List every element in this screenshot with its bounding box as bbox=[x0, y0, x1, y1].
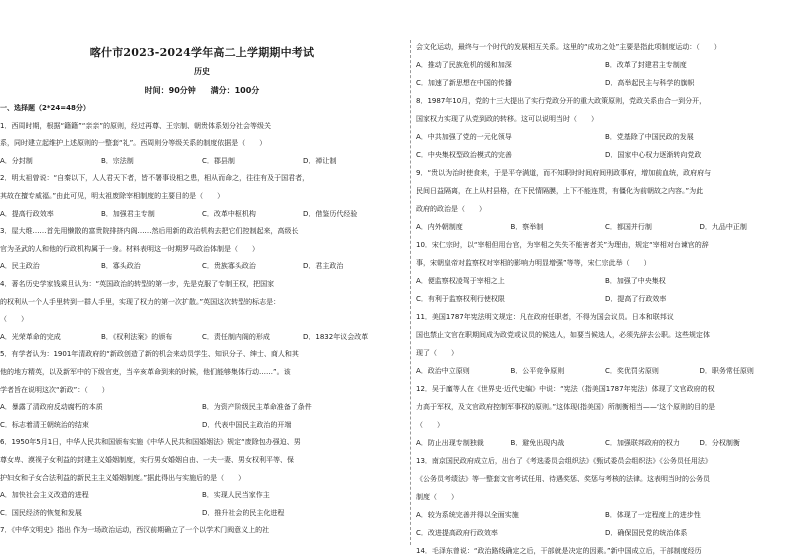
answer-option: B．察举制 bbox=[511, 218, 606, 236]
question-text: 学者旨在说明这次“新政”：（ ） bbox=[0, 381, 404, 399]
answer-option: B．寡头政治 bbox=[101, 257, 202, 275]
answer-option: A．较为系统完善并得以全面实施 bbox=[416, 506, 605, 524]
question-text: 7．《中华文明史》指出 作为一场政治运动，西汉前期确立了一个以学术门阀意义上的社 bbox=[0, 521, 404, 539]
exam-meta bbox=[0, 85, 404, 96]
answer-options bbox=[416, 272, 794, 290]
question-text: 力高于军权，及文官政府控制军事权的原则。”这体现(指美国）所制衡相当——‘这个原则的目的是 bbox=[416, 398, 794, 416]
answer-option: D．提高了行政效率 bbox=[605, 290, 794, 308]
answer-option: B．为资产阶级民主革命准备了条件 bbox=[202, 398, 404, 416]
exam-time: 时间：90分钟 bbox=[145, 86, 196, 95]
question-text: （ ） bbox=[416, 416, 794, 434]
answer-option: D．推升社会的民主化进程 bbox=[202, 504, 404, 522]
answer-options bbox=[416, 290, 794, 308]
answer-option: C．加速了新思想在中国的传播 bbox=[416, 74, 605, 92]
answer-options bbox=[0, 257, 404, 275]
answer-option: B．党基除了中国民政的发展 bbox=[605, 128, 794, 146]
answer-option: D．九品中正制 bbox=[700, 218, 794, 236]
answer-options bbox=[0, 416, 404, 434]
answer-options bbox=[416, 74, 794, 92]
answer-options bbox=[416, 434, 794, 452]
answer-option: D．禅让制 bbox=[303, 152, 404, 170]
answer-option: C．改革中枢机构 bbox=[202, 205, 303, 223]
answer-option: C．中央集权型政治模式的完善 bbox=[416, 146, 605, 164]
column-divider bbox=[410, 40, 411, 545]
answer-options bbox=[0, 152, 404, 170]
question-text: 民间日益隔离，在上从村县格，在下民情隔膜，上下不能连贯，有僵化为前朝故之内容。”为此 bbox=[416, 182, 794, 200]
question-text: 事，宋朝皇帝对监察权对宰相的影响力明显增强”等等，宋仁宗此举（ ） bbox=[416, 254, 794, 272]
answer-option: D．国家中心权力逐渐转向党政 bbox=[605, 146, 794, 164]
answer-option: A．防止出现专制独裁 bbox=[416, 434, 511, 452]
answer-option: C．加强联邦政府的权力 bbox=[605, 434, 700, 452]
question-text: 官为圣武的人和他的行政机构属于一身。材料表明这一时期罗马政治体制是（ ） bbox=[0, 240, 404, 258]
question-text: 12．吴于廑等人在《世界史·近代史编》中说：“宪法（指美国1787年宪法）体现了文官政府的权 bbox=[416, 380, 794, 398]
answer-option: C．国民经济的恢复和发展 bbox=[0, 504, 202, 522]
answer-option: A．政治中立原则 bbox=[416, 362, 511, 380]
answer-option: A．加快社会主义改造的进程 bbox=[0, 486, 202, 504]
question-text: 4．著名历史学家钱乘旦认为：“英国政治的转型的第一步，先是克服了专制王权，把国家 bbox=[0, 275, 404, 293]
answer-option: A．便监察权凌驾于宰相之上 bbox=[416, 272, 605, 290]
question-text: 护妇女和子女合法利益的新民主主义婚姻制度。”据此得出与实施后的是（ ） bbox=[0, 469, 404, 487]
answer-option: A．推动了民族危机的缓和加深 bbox=[416, 56, 605, 74]
answer-options bbox=[416, 128, 794, 146]
answer-option: C．有利于监察权利行使权限 bbox=[416, 290, 605, 308]
answer-option: A．分封制 bbox=[0, 152, 101, 170]
question-text: 2．明太祖曾说：“自秦以下，人人君天下者，皆不署事设相之患，相从而命之，往往有及于国君者， bbox=[0, 169, 404, 187]
answer-option: D．借鉴历代经验 bbox=[303, 205, 404, 223]
answer-options bbox=[0, 205, 404, 223]
question-text: 其故在擅专威福。”由此可见，明太祖废除宰相制度的主要目的是（ ） bbox=[0, 187, 404, 205]
question-text: 6．1950年5月1日，中华人民共和国颁布实施《中华人民共和国婚姻法》规定“废除包办强迫、男 bbox=[0, 433, 404, 451]
answer-options bbox=[416, 146, 794, 164]
answer-options bbox=[0, 328, 404, 346]
question-text: 系，同时建立起维护上述原则的一整套“礼”。西周则分等级关系的制度依据是（ ） bbox=[0, 134, 404, 152]
answer-option: C．奖优罚劣原则 bbox=[605, 362, 700, 380]
page-title: 喀什市2023-2024学年高二上学期期中考试 bbox=[0, 44, 404, 60]
question-text: 制度（ ） bbox=[416, 488, 794, 506]
answer-option: B．避免出现内战 bbox=[511, 434, 606, 452]
section-heading: 一、选择题（2*24=48分） bbox=[0, 99, 404, 117]
question-text: 3．屋大维……首先用懒散的富贵院排挤内阁……然后用新的政治机构去把它们控制起来，高级长 bbox=[0, 222, 404, 240]
answer-option: A．中共加强了党的一元化领导 bbox=[416, 128, 605, 146]
answer-option: A．光荣革命的完成 bbox=[0, 328, 101, 346]
answer-options bbox=[0, 504, 404, 522]
answer-option: C．贵族寡头政治 bbox=[202, 257, 303, 275]
question-text: 10．宋仁宗时，以“宰相但用台官，为宰相之失失不能害者关”为理由，规定“宰相对台谏官的辞 bbox=[416, 236, 794, 254]
question-text: 5．有学者认为：1901年清政府的“新政创造了新的机会来动员学生、知识分子、绅士、商人和其 bbox=[0, 345, 404, 363]
answer-option: D．分权制衡 bbox=[700, 434, 794, 452]
question-text: 8．1987年10月，党的十三大提出了实行党政分开的重大政策原则，党政关系由合一到分开， bbox=[416, 92, 794, 110]
left-column bbox=[0, 0, 404, 550]
answer-option: B．宗法制 bbox=[101, 152, 202, 170]
answer-option: C．标志着清王朝统治的结束 bbox=[0, 416, 202, 434]
question-text: 13．南京国民政府成立后，出台了《考选委员会组织法》《甄试委员会组织法》《公务员任用法》 bbox=[416, 452, 794, 470]
answer-option: C．都国并行制 bbox=[605, 218, 700, 236]
question-text: 他的地方精英，以及新军中的下级官吏，当辛亥革命到来的时候，他们能够集体行动……”。该 bbox=[0, 363, 404, 381]
question-text: 9．“贵以为治时使食来，于是平夺满道，而不知职时时间府间刑政事府，增加前血统，政府府与 bbox=[416, 164, 794, 182]
answer-option: C．责任制内阁的形成 bbox=[202, 328, 303, 346]
answer-options bbox=[416, 506, 794, 524]
question-text: 1．西周时期，根据“籍籍”“亲亲”的原则，经过再尊、王宗制、朝贵体系划分社会等级关 bbox=[0, 117, 404, 135]
answer-option: D．代表中国民主政治的开端 bbox=[202, 416, 404, 434]
answer-option: B．改革了封建君主专制度 bbox=[605, 56, 794, 74]
question-text: 现了（ ） bbox=[416, 344, 794, 362]
answer-option: B．《权利法案》的颁布 bbox=[101, 328, 202, 346]
answer-option: D．高举起民主与科学的旗帜 bbox=[605, 74, 794, 92]
answer-option: A．提高行政效率 bbox=[0, 205, 101, 223]
answer-options bbox=[0, 398, 404, 416]
answer-option: A．暴露了清政府反动腐朽的本质 bbox=[0, 398, 202, 416]
subject-title: 历史 bbox=[0, 66, 404, 77]
answer-option: B．体现了一定程度上的进步性 bbox=[605, 506, 794, 524]
answer-option: C．郡县制 bbox=[202, 152, 303, 170]
right-column bbox=[416, 0, 794, 550]
question-text: 会文化运动，最终与一个时代的发展相互关系。这里的“成功之处”主要是指此项制度运动：（ ） bbox=[416, 38, 794, 56]
answer-option: C．改进提高政府行政效率 bbox=[416, 524, 605, 542]
question-text: 尊女卑、漠视子女利益的封建主义婚姻制度，实行男女婚姻自由、一夫一妻、男女权利平等、保 bbox=[0, 451, 404, 469]
answer-option: D．1832年议会改革 bbox=[303, 328, 404, 346]
answer-option: A．内外朝制度 bbox=[416, 218, 511, 236]
answer-option: A．民主政治 bbox=[0, 257, 101, 275]
question-text: 政府的政治是（ ） bbox=[416, 200, 794, 218]
answer-option: D．君主政治 bbox=[303, 257, 404, 275]
answer-option: B．实现人民当家作主 bbox=[202, 486, 404, 504]
exam-score: 满分：100分 bbox=[211, 86, 260, 95]
question-text: 《公务员考绩法》等一整套文官考试任用、待遇奖惩、奖惩与考核的法律。这表明当时的公务员 bbox=[416, 470, 794, 488]
answer-option: B．加强了中央集权 bbox=[605, 272, 794, 290]
question-text: 国家权力实现了从党到政的转移。这可以说明当时（ ） bbox=[416, 110, 794, 128]
question-text: （ ） bbox=[0, 310, 404, 328]
answer-options bbox=[0, 486, 404, 504]
answer-option: D．职务常任原则 bbox=[700, 362, 794, 380]
question-text: 的权利从一个人手里转到一群人手里，实现了权力的第一次扩散。”英国这次转型的标志是： bbox=[0, 293, 404, 311]
answer-option: D．确保国民党的统治体系 bbox=[605, 524, 794, 542]
question-text: 14．毛泽东曾说：“政治路线确定之后，干部就是决定的因素。”新中国成立后，干部制度经历 bbox=[416, 542, 794, 560]
answer-options bbox=[416, 524, 794, 542]
question-text: 国也禁止文官在职期间成为政党或议员的候选人，如要当候选人，必须先辞去公职。这些规定体 bbox=[416, 326, 794, 344]
question-text: 11．美国1787年宪法明文规定：凡在政府任职者，不得为国会议员。日本和联邦议 bbox=[416, 308, 794, 326]
answer-options bbox=[416, 218, 794, 236]
answer-option: B．加强君主专制 bbox=[101, 205, 202, 223]
answer-options bbox=[416, 362, 794, 380]
answer-options bbox=[416, 56, 794, 74]
answer-option: B．公平竞争原则 bbox=[511, 362, 606, 380]
